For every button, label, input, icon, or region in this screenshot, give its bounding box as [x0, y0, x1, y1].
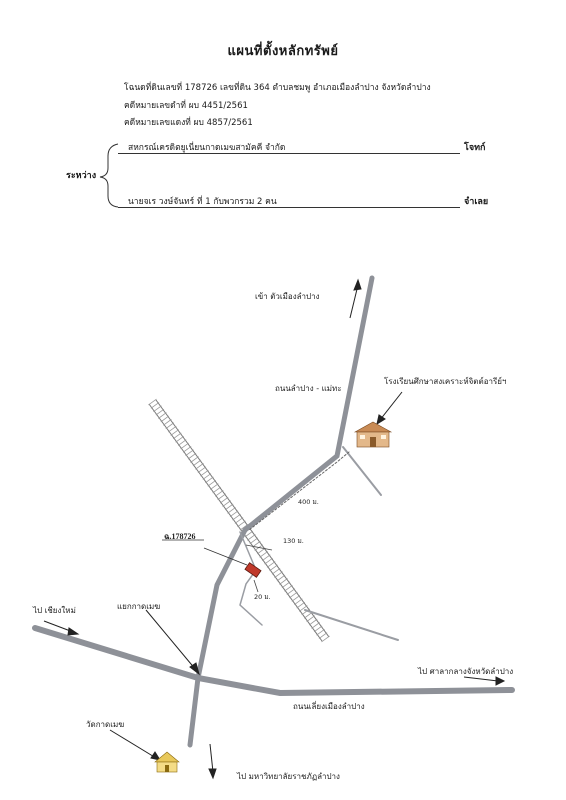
- label-road-lampang-maetha: ถนนลำปาง - แม่ทะ: [275, 384, 342, 393]
- railway-tie: [232, 514, 240, 520]
- between-label: ระหว่าง: [66, 171, 97, 181]
- railway-tie: [319, 633, 327, 639]
- railway-tie: [287, 589, 295, 595]
- railway-tie: [193, 460, 201, 466]
- dim-20: [254, 580, 258, 592]
- railway-tie: [235, 518, 243, 524]
- deed-line: โฉนดที่ดินเลขที่ 178726 เลขที่ดิน 364 ตำบลชมพู อำเภอเมืองลำปาง จังหวัดลำปาง: [124, 83, 431, 93]
- label-20m: 20 ม.: [254, 593, 271, 601]
- arrow-temple: [110, 730, 156, 758]
- school-building-icon: [355, 422, 391, 447]
- railway-tie: [223, 501, 231, 507]
- label-temple: วัดกาดเมฆ: [86, 720, 125, 729]
- railway-tie: [321, 636, 329, 642]
- railway-ties: [148, 399, 329, 642]
- railway-tie: [225, 504, 233, 510]
- arrow-university: [210, 744, 213, 772]
- bypass-road: [35, 628, 512, 693]
- railway-tie: [181, 443, 189, 449]
- railway-tie: [168, 426, 176, 432]
- label-bypass-road: ถนนเลี่ยงเมืองลำปาง: [293, 702, 365, 711]
- temple-icon: [155, 752, 179, 772]
- railway-tie: [260, 551, 268, 557]
- railway-tie: [210, 484, 218, 490]
- road-lampang-maetha: [245, 278, 372, 530]
- railway-tie: [279, 578, 287, 584]
- railway-tie: [161, 416, 169, 422]
- railway-tie: [237, 521, 245, 527]
- railway-tie: [151, 402, 159, 408]
- railway-tie: [267, 562, 275, 568]
- railway-tie: [270, 565, 278, 571]
- railway-tie: [213, 487, 221, 493]
- railway-tie: [262, 555, 270, 561]
- side-road-school: [343, 447, 381, 495]
- railway-tie: [183, 446, 191, 452]
- railway-tie: [277, 575, 285, 581]
- arrow-junction: [146, 610, 196, 670]
- dim-130: [246, 545, 272, 550]
- railway-tie: [250, 538, 258, 544]
- railway-tie: [166, 423, 174, 429]
- railway-tie: [200, 470, 208, 476]
- plaintiff-role: โจทก์: [464, 143, 486, 153]
- railway-tie: [198, 467, 206, 473]
- black-case-number: คดีหมายเลขดำที่ ผบ 4451/2561: [124, 101, 248, 111]
- railway-tie: [203, 474, 211, 480]
- railway-tie: [247, 534, 255, 540]
- railway-tie: [309, 619, 317, 625]
- railway-tie: [171, 430, 179, 436]
- railway-tie: [228, 507, 236, 513]
- label-to-chiangmai: ไป เชียงใหม่: [33, 606, 76, 615]
- arrow-school: [380, 392, 402, 420]
- railway-tie: [272, 568, 280, 574]
- plaintiff-name: สหกรณ์เครดิตยูเนี่ยนกาดเมฆสามัคคี จำกัด: [128, 143, 286, 153]
- label-130m: 130 ม.: [283, 537, 304, 545]
- railway-tie: [294, 599, 302, 605]
- railway-tie: [257, 548, 265, 554]
- label-parcel: ฉ.178726: [164, 532, 196, 541]
- label-to-city: เข้า ตัวเมืองลำปาง: [255, 292, 320, 301]
- railway-tie: [289, 592, 297, 598]
- railway-tie: [195, 463, 203, 469]
- railway-tie: [292, 595, 300, 601]
- railway-tie: [220, 497, 228, 503]
- railway-tie: [307, 616, 315, 622]
- red-case-number: คดีหมายเลขแดงที่ ผบ 4857/2561: [124, 118, 253, 128]
- railway-tie: [304, 612, 312, 618]
- parcel-pointer: [204, 548, 247, 565]
- label-400m: 400 ม.: [298, 498, 319, 506]
- railway-tie: [297, 602, 305, 608]
- railway-tie: [312, 623, 320, 629]
- railway-tie: [282, 582, 290, 588]
- railway-tie: [148, 399, 156, 405]
- railway-tie: [176, 436, 184, 442]
- defendant-role: จำเลย: [464, 197, 489, 207]
- railway-tie: [208, 480, 216, 486]
- label-to-university: ไป มหาวิทยาลัยราชภัฏลำปาง: [237, 772, 340, 781]
- road-south: [190, 530, 245, 745]
- railway-tie: [265, 558, 273, 564]
- railway-tie: [230, 511, 238, 517]
- road-east: [305, 610, 398, 640]
- railway-tie: [284, 585, 292, 591]
- railway-tie: [173, 433, 181, 439]
- railway-tie: [186, 450, 194, 456]
- railway-tie: [163, 419, 171, 425]
- railway-tie: [178, 440, 186, 446]
- railway-tie: [275, 572, 283, 578]
- railway-tie: [215, 490, 223, 496]
- railway-tie: [317, 629, 325, 635]
- railway-tie: [188, 453, 196, 459]
- railway-tie: [190, 457, 198, 463]
- railway-tie: [205, 477, 213, 483]
- defendant-name: นายจเร วงษ์จันทร์ ที่ 1 กับพวกรวม 2 คน: [128, 197, 277, 207]
- label-to-provincial-hall: ไป ศาลากลางจังหวัดลำปาง: [418, 667, 514, 676]
- railway-tie: [314, 626, 322, 632]
- label-school: โรงเรียนศึกษาสงเคราะห์จิตต์อารีย์ฯ: [384, 377, 507, 386]
- parcel-178726: [245, 563, 261, 578]
- railway-tie: [153, 406, 161, 412]
- railway-tie: [158, 413, 166, 419]
- brace: [100, 144, 118, 207]
- railway-tie: [156, 409, 164, 415]
- arrow-icon: [354, 280, 361, 290]
- route-400m: [249, 452, 349, 530]
- page-title: แผนที่ตั้งหลักทรัพย์: [227, 44, 339, 59]
- railway-tie: [218, 494, 226, 500]
- label-junction: แยกกาดเมฆ: [117, 602, 161, 611]
